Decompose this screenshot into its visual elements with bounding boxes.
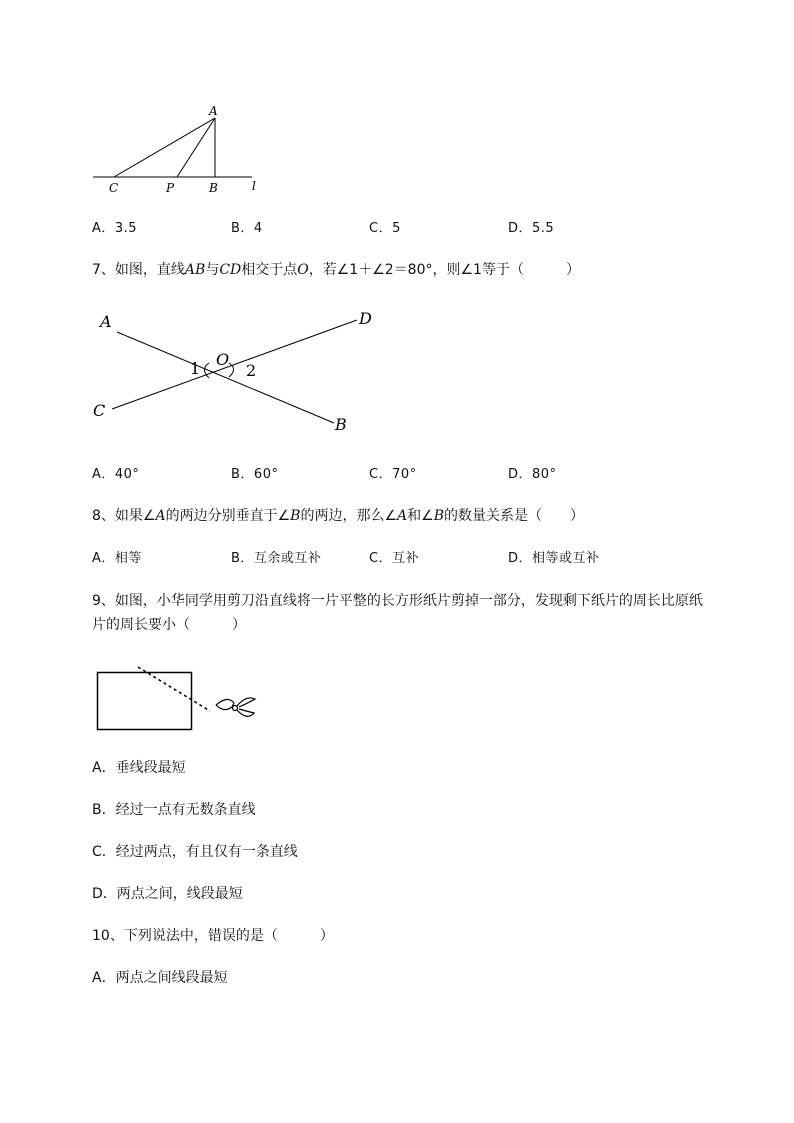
label-B: B	[335, 415, 347, 434]
q8-text-1: 如果∠	[114, 508, 156, 524]
q8-option-a: A．相等	[92, 551, 142, 566]
q7-cd: CD	[219, 262, 242, 278]
q8-b2: B	[433, 508, 445, 524]
segment-AC	[114, 118, 215, 177]
label-A: A	[100, 312, 112, 331]
label-B: B	[209, 181, 218, 195]
q6-option-c: C．5	[369, 221, 401, 236]
q7-number: 7、	[92, 262, 115, 278]
label-A: A	[209, 104, 218, 118]
q8-question	[92, 506, 584, 526]
q6-option-a: A．3.5	[92, 221, 138, 236]
label-1: 1	[190, 359, 201, 378]
line-CD	[112, 320, 357, 409]
line-AB	[117, 332, 334, 423]
figure-q9-paper-scissors	[92, 665, 262, 737]
q10-question: 10、下列说法中，错误的是（ ）	[92, 928, 334, 944]
q8-option-c: C．互补	[369, 551, 420, 566]
q8-option-d: D．相等或互补	[508, 551, 600, 566]
q7-option-d: D．80°	[508, 467, 557, 482]
q6-option-d: D．5.5	[508, 221, 555, 236]
label-2: 2	[246, 361, 257, 380]
scissors-icon	[216, 698, 255, 716]
q9-option-d: D．两点之间，线段最短	[92, 886, 243, 902]
figure-q7-intersecting-lines	[88, 305, 388, 440]
q7-question	[92, 260, 580, 280]
q7-text-3: 相交于点	[241, 262, 298, 278]
q8-b: B	[290, 508, 301, 524]
q8-text-5: 的数量关系是（ ）	[444, 508, 585, 524]
q8-text-2: 的两边分别垂直于∠	[165, 508, 291, 524]
q7-text-2: 与	[205, 262, 220, 278]
label-C: C	[109, 181, 119, 195]
q9-question-line-1: 9、如图，小华同学用剪刀沿直线将一片平整的长方形纸片剪掉一部分，发现剩下纸片的周长比原纸	[92, 593, 703, 609]
label-P: P	[166, 181, 175, 195]
q7-option-c: C．70°	[369, 467, 417, 482]
q7-text-1: 如图，直线	[114, 262, 185, 278]
segment-AP	[177, 118, 215, 177]
q6-option-b: B．4	[231, 221, 263, 236]
q7-ab: AB	[184, 262, 206, 278]
q9-question-line-2: 片的周长要小（ ）	[92, 617, 246, 633]
cut-line-dotted	[138, 667, 210, 711]
q8-number: 8、	[92, 508, 115, 524]
q7-text-4: ，若∠1＋∠2＝80°，则∠1等于（ ）	[308, 262, 580, 278]
label-O: O	[216, 350, 230, 369]
q8-a2: A	[397, 508, 408, 524]
label-C: C	[93, 401, 106, 420]
q9-option-c: C．经过两点，有且仅有一条直线	[92, 844, 298, 860]
q8-option-b: B．互余或互补	[231, 551, 322, 566]
q7-o: O	[297, 262, 309, 278]
figure-q6-triangle	[90, 100, 270, 200]
q9-option-b: B．经过一点有无数条直线	[92, 802, 256, 818]
q8-text-4: 和∠	[407, 508, 434, 524]
q7-option-b: B．60°	[231, 467, 279, 482]
q9-option-a: A．垂线段最短	[92, 760, 186, 776]
q7-option-a: A．40°	[92, 467, 140, 482]
paper-rectangle	[98, 673, 192, 730]
label-D: D	[359, 309, 372, 328]
q8-a: A	[155, 508, 166, 524]
q10-option-a: A．两点之间线段最短	[92, 970, 228, 986]
q8-text-3: 的两边，那么∠	[300, 508, 398, 524]
label-l: l	[252, 179, 256, 193]
